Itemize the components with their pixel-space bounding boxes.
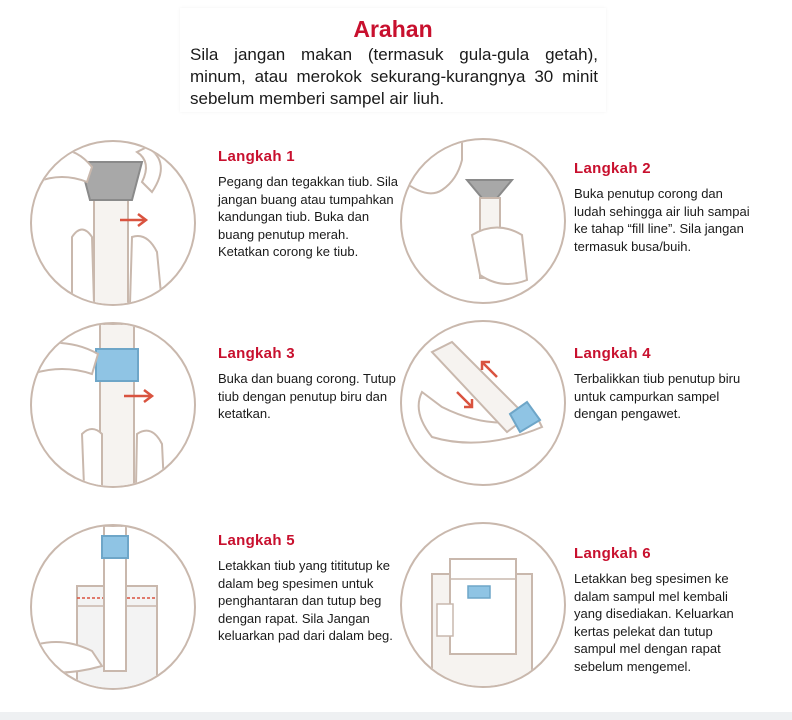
step-5-title: Langkah 5 xyxy=(218,532,295,549)
step-3-illustration xyxy=(30,322,196,488)
step-5-card xyxy=(218,532,398,692)
step-2-title: Langkah 2 xyxy=(574,160,651,177)
step-6-text: Letakkan beg spesimen ke dalam sampul mel kembali yang disediakan. Keluarkan kertas pelekat dan tutup sampul mel dengan rapat sebelum mengemel. xyxy=(574,571,734,674)
step-6-illustration xyxy=(400,522,566,688)
step-4-text: Terbalikkan tiub penutup biru untuk campurkan sampel dengan pengawet. xyxy=(574,371,741,421)
step-1-card xyxy=(218,148,398,318)
step-4-illustration xyxy=(400,320,566,486)
step-3-title: Langkah 3 xyxy=(218,345,295,362)
step-6-title: Langkah 6 xyxy=(574,545,651,562)
step-2-text: Buka penutup corong dan ludah sehingga air liuh sampai ke tahap “fill line”. Sila jangan termasuk busa/buih. xyxy=(574,186,750,254)
step-6-card xyxy=(574,545,754,705)
step-5-text: Letakkan tiub yang tititutup ke dalam beg spesimen untuk penghantaran dan tutup beg dengan rapat. Sila Jangan keluarkan pad dari dalam beg. xyxy=(218,558,393,643)
header-title: Arahan xyxy=(353,16,433,42)
step-1-text: Pegang dan tegakkan tiub. Sila jangan buang atau tumpahkan kandungan tiub. Buka dan buang penutup merah. Ketatkan corong ke tiub. xyxy=(218,174,398,259)
header-text: Sila jangan makan (termasuk gula-gula getah), minum, atau merokok sekurang-kurangnya 30 minit sebelum memberi sampel air liuh. xyxy=(190,45,598,108)
instructions-header xyxy=(180,8,606,112)
step-2-card xyxy=(574,160,754,300)
footer-bar xyxy=(0,712,792,720)
step-5-illustration xyxy=(30,524,196,690)
step-4-title: Langkah 4 xyxy=(574,345,651,362)
step-4-card xyxy=(574,345,754,455)
step-3-text: Buka dan buang corong. Tutup tiub dengan penutup biru dan ketatkan. xyxy=(218,371,396,421)
step-1-title: Langkah 1 xyxy=(218,148,295,165)
step-2-illustration xyxy=(400,138,566,304)
step-3-card xyxy=(218,345,398,455)
step-1-illustration xyxy=(30,140,196,306)
